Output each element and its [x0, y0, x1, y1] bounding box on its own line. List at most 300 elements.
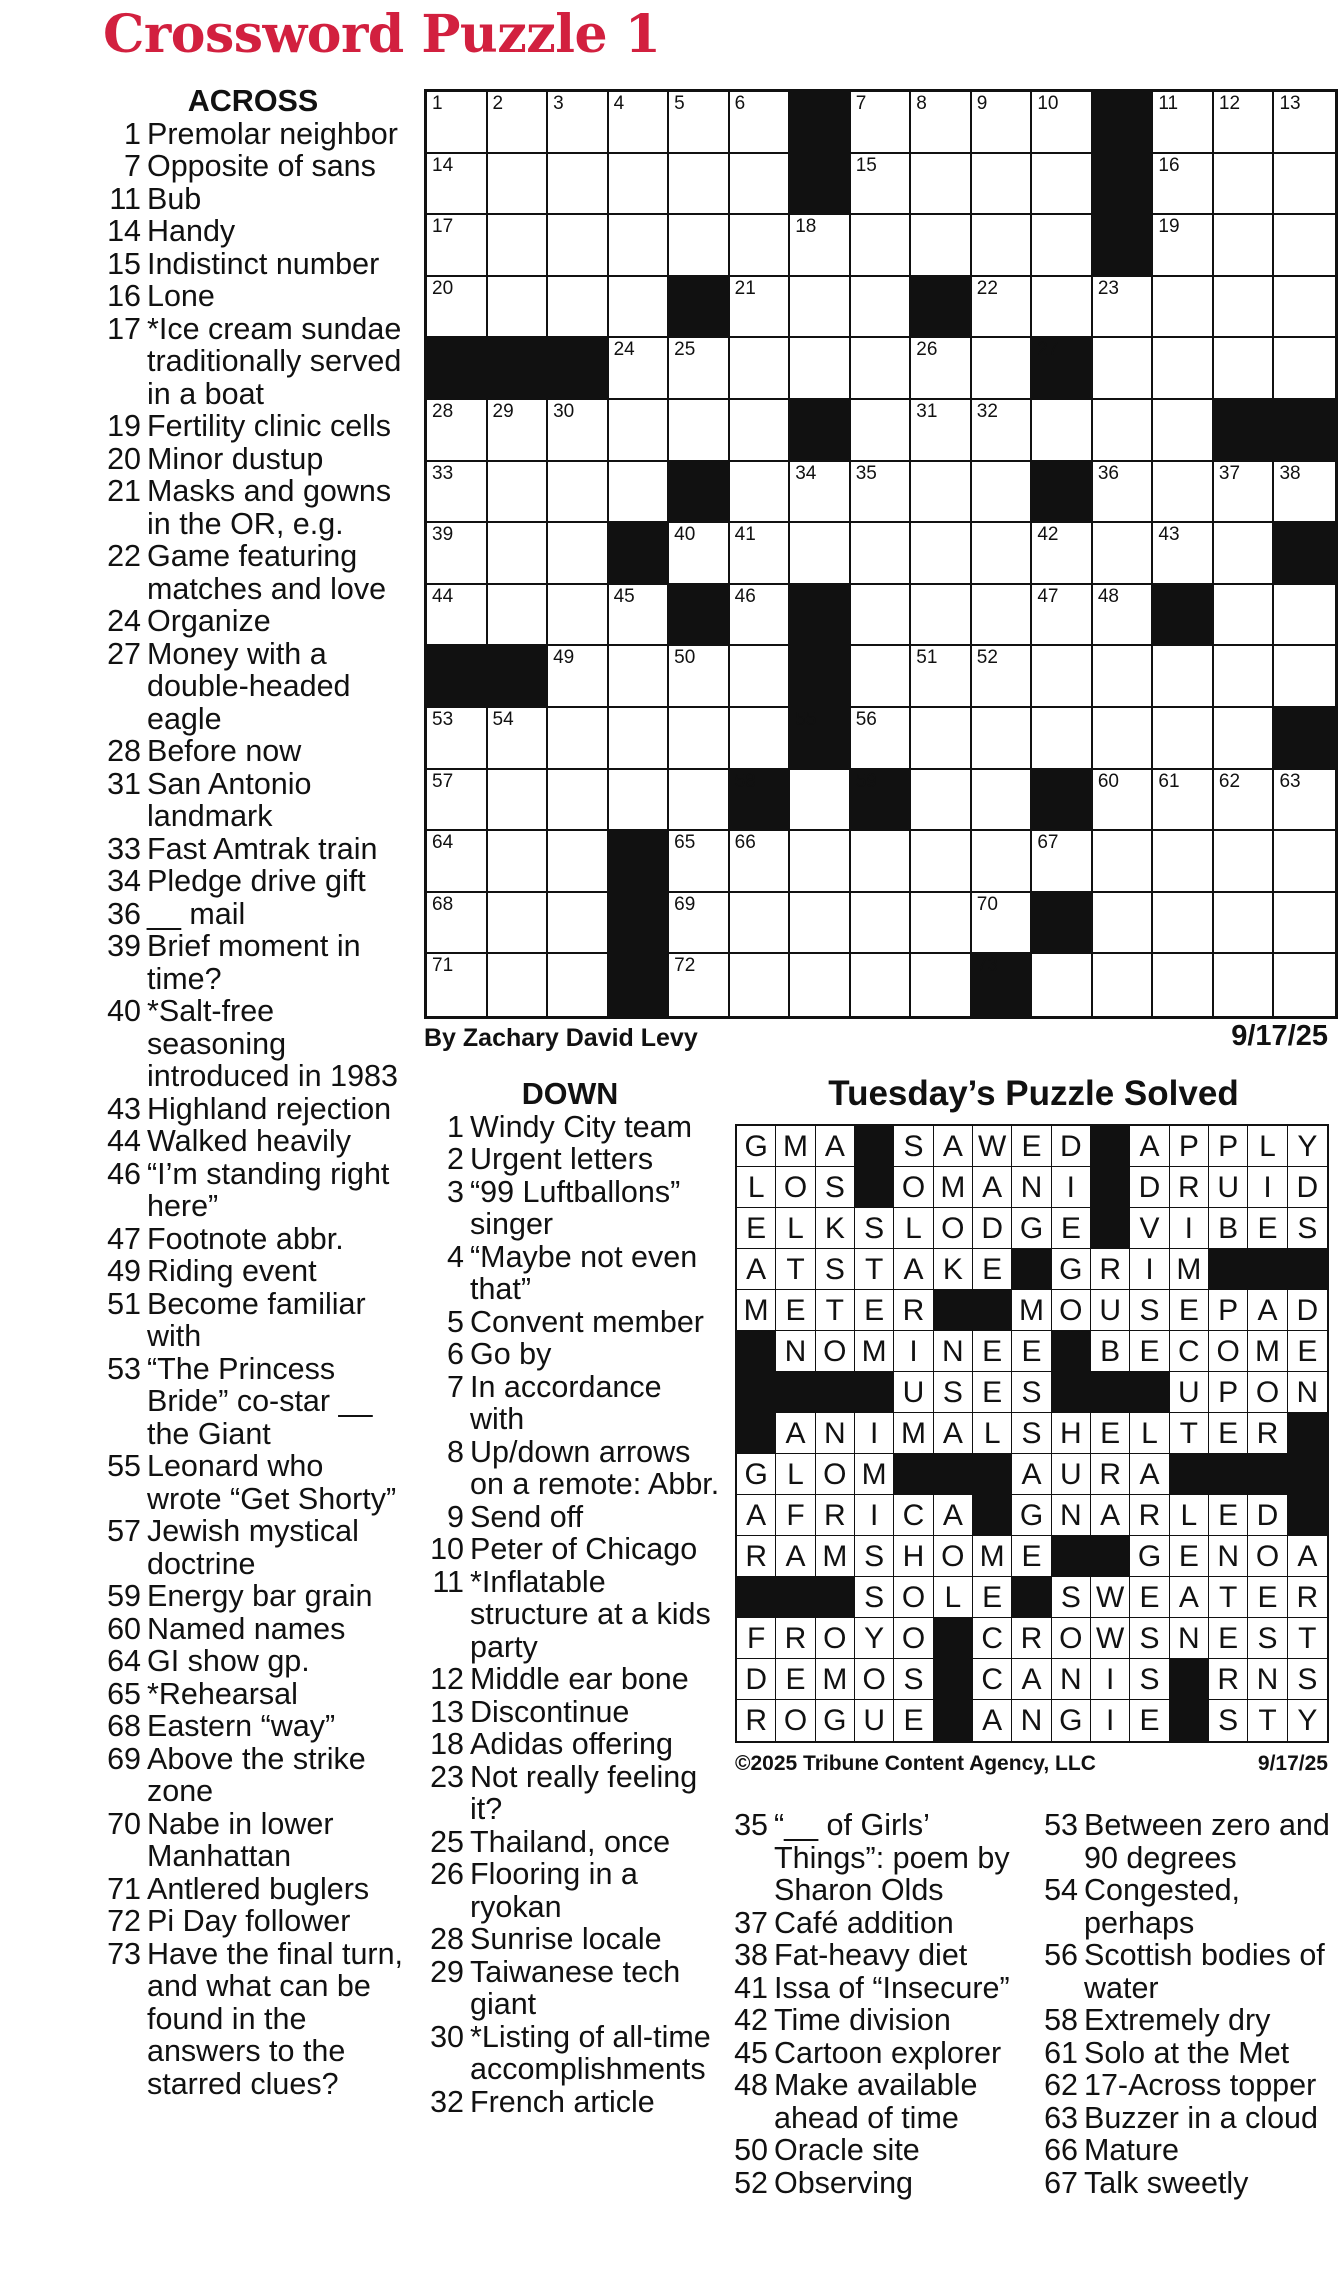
grid-cell[interactable]: [1032, 523, 1093, 585]
grid-cell[interactable]: [851, 92, 912, 154]
grid-cell[interactable]: [1153, 646, 1214, 708]
clue-number: 31: [107, 766, 141, 801]
grid-cell[interactable]: [548, 831, 609, 893]
grid-cell[interactable]: [1214, 215, 1275, 277]
clue-text: Lone: [147, 279, 215, 313]
cell-number: 15: [855, 154, 877, 176]
black-square: [1274, 400, 1335, 462]
grid-cell[interactable]: [972, 770, 1033, 832]
grid-cell[interactable]: [972, 277, 1033, 339]
grid-cell[interactable]: [488, 954, 549, 1016]
grid-cell[interactable]: [851, 215, 912, 277]
grid-cell[interactable]: [488, 462, 549, 524]
clue-number: 37: [734, 1905, 768, 1940]
grid-cell[interactable]: [972, 646, 1033, 708]
grid-cell[interactable]: [1214, 277, 1275, 339]
solved-letter: N: [1052, 1659, 1091, 1700]
grid-cell[interactable]: [548, 954, 609, 1016]
grid-cell[interactable]: [730, 338, 791, 400]
solved-letter: E: [1012, 1331, 1051, 1372]
grid-cell[interactable]: [1093, 400, 1154, 462]
cell-number: 4: [613, 93, 625, 114]
solved-letter: F: [737, 1618, 776, 1659]
grid-cell[interactable]: [1032, 154, 1093, 216]
grid-cell[interactable]: [427, 585, 488, 647]
solved-letter: T: [1170, 1413, 1209, 1454]
clue-number: 7: [124, 149, 141, 183]
clue-text: Buzzer in a cloud: [1084, 2100, 1318, 2135]
cell-number: 60: [1097, 770, 1119, 792]
cell-number: 21: [734, 277, 756, 299]
clue: [103, 280, 403, 313]
grid-cell[interactable]: [730, 831, 791, 893]
clue-number: 24: [107, 604, 141, 638]
grid-cell[interactable]: [972, 338, 1033, 400]
grid-cell[interactable]: [730, 523, 791, 585]
solved-letter: G: [1012, 1208, 1051, 1249]
solved-letter: H: [1052, 1413, 1091, 1454]
solved-letter: N: [1209, 1536, 1248, 1577]
clue-number: 59: [107, 1579, 141, 1613]
grid-cell[interactable]: [851, 277, 912, 339]
grid-cell[interactable]: [790, 954, 851, 1016]
solved-letter: F: [776, 1495, 815, 1536]
cell-number: 31: [916, 401, 938, 422]
clue-number: 19: [107, 409, 141, 443]
solved-letter: S: [1209, 1700, 1248, 1741]
grid-cell[interactable]: [1093, 954, 1154, 1016]
grid-cell[interactable]: [548, 646, 609, 708]
solved-letter: N: [776, 1331, 815, 1372]
solved-letter: I: [1248, 1167, 1287, 1208]
grid-cell[interactable]: [1214, 708, 1275, 770]
grid-cell[interactable]: [427, 462, 488, 524]
grid-cell[interactable]: [972, 831, 1033, 893]
grid-cell[interactable]: [427, 893, 488, 955]
solved-letter: G: [1052, 1249, 1091, 1290]
cell-number: 66: [734, 832, 756, 854]
grid-cell[interactable]: [1032, 585, 1093, 647]
clue: [103, 995, 403, 1093]
clue-number: 20: [107, 441, 141, 476]
grid-cell[interactable]: [488, 585, 549, 647]
grid-cell[interactable]: [548, 215, 609, 277]
grid-cell[interactable]: [1274, 831, 1335, 893]
grid-cell[interactable]: [730, 646, 791, 708]
grid-cell[interactable]: [548, 893, 609, 955]
black-square: [790, 708, 851, 770]
grid-cell[interactable]: [488, 277, 549, 339]
solved-letter: P: [1209, 1126, 1248, 1167]
solved-black-square: [973, 1290, 1012, 1331]
grid-cell[interactable]: [1274, 646, 1335, 708]
grid-cell[interactable]: [609, 277, 670, 339]
grid-cell[interactable]: [1093, 893, 1154, 955]
black-square: [1274, 523, 1335, 585]
clue: [420, 1436, 720, 1501]
grid-cell[interactable]: [972, 893, 1033, 955]
clue: [1040, 1939, 1340, 2004]
grid-cell[interactable]: [427, 770, 488, 832]
grid-cell[interactable]: [609, 400, 670, 462]
solved-letter: R: [1091, 1249, 1130, 1290]
solved-letter: G: [816, 1700, 855, 1741]
grid-cell[interactable]: [1214, 92, 1275, 154]
cell-number: 62: [1218, 770, 1241, 792]
solved-grid: [735, 1124, 1329, 1743]
grid-cell[interactable]: [1032, 708, 1093, 770]
solved-letter: T: [1288, 1618, 1327, 1659]
cell-number: 69: [674, 893, 696, 915]
clue-number: 26: [430, 1857, 464, 1891]
clue: [420, 1566, 720, 1664]
grid-cell[interactable]: [427, 523, 488, 585]
grid-cell[interactable]: [911, 92, 972, 154]
grid-cell[interactable]: [1214, 893, 1275, 955]
grid-cell[interactable]: [1214, 154, 1275, 216]
grid-cell[interactable]: [488, 215, 549, 277]
grid-cell[interactable]: [851, 954, 912, 1016]
grid-cell[interactable]: [911, 462, 972, 524]
black-square: [488, 646, 549, 708]
grid-cell[interactable]: [1032, 92, 1093, 154]
black-square: [1093, 92, 1154, 154]
grid-cell[interactable]: [911, 215, 972, 277]
grid-cell[interactable]: [972, 462, 1033, 524]
grid-cell[interactable]: [851, 400, 912, 462]
grid-cell[interactable]: [730, 708, 791, 770]
grid-cell[interactable]: [911, 585, 972, 647]
clue-number: 47: [107, 1221, 141, 1256]
clue: [1040, 2037, 1340, 2070]
grid-cell[interactable]: [609, 462, 670, 524]
clue-text: Middle ear bone: [470, 1662, 689, 1696]
clue-number: 29: [430, 1954, 464, 1989]
solved-letter: O: [934, 1536, 973, 1577]
solved-letter: C: [973, 1659, 1012, 1700]
grid-cell[interactable]: [1093, 462, 1154, 524]
grid-cell[interactable]: [548, 770, 609, 832]
grid-cell[interactable]: [972, 215, 1033, 277]
cell-number: 71: [432, 955, 454, 977]
grid-cell[interactable]: [609, 215, 670, 277]
solved-black-square: [1091, 1208, 1130, 1249]
grid-cell[interactable]: [730, 400, 791, 462]
solved-letter: A: [1012, 1454, 1051, 1495]
solved-letter: M: [1248, 1331, 1287, 1372]
grid-cell[interactable]: [911, 893, 972, 955]
solved-letter: E: [1209, 1413, 1248, 1454]
grid-cell[interactable]: [1274, 585, 1335, 647]
grid-cell[interactable]: [1032, 646, 1093, 708]
grid-cell[interactable]: [1214, 462, 1275, 524]
cell-number: 50: [674, 647, 696, 669]
grid-cell[interactable]: [1153, 92, 1214, 154]
grid-cell[interactable]: [488, 523, 549, 585]
solved-letter: L: [737, 1167, 776, 1208]
grid-cell[interactable]: [669, 831, 730, 893]
grid-cell[interactable]: [488, 708, 549, 770]
grid-cell[interactable]: [790, 277, 851, 339]
solved-black-square: [855, 1167, 894, 1208]
solved-letter: M: [816, 1536, 855, 1577]
solved-letter: V: [1130, 1208, 1169, 1249]
solved-black-square: [1130, 1372, 1169, 1413]
grid-cell[interactable]: [1153, 831, 1214, 893]
grid-cell[interactable]: [427, 708, 488, 770]
grid-cell[interactable]: [427, 831, 488, 893]
grid-cell[interactable]: [911, 770, 972, 832]
grid-cell[interactable]: [1274, 462, 1335, 524]
grid-cell[interactable]: [609, 708, 670, 770]
grid-cell[interactable]: [669, 708, 730, 770]
grid-cell[interactable]: [488, 400, 549, 462]
grid-cell[interactable]: [1093, 523, 1154, 585]
clue: [1040, 2102, 1340, 2135]
grid-cell[interactable]: [1153, 462, 1214, 524]
grid-cell[interactable]: [851, 708, 912, 770]
grid-cell[interactable]: [1153, 708, 1214, 770]
solved-letter: S: [1130, 1290, 1169, 1331]
grid-cell[interactable]: [851, 154, 912, 216]
clue: [103, 443, 403, 476]
grid-cell[interactable]: [851, 338, 912, 400]
grid-cell[interactable]: [851, 831, 912, 893]
grid-cell[interactable]: [669, 154, 730, 216]
clue-number: 32: [430, 2084, 464, 2119]
grid-cell[interactable]: [730, 92, 791, 154]
clue-text: Adidas offering: [470, 1727, 673, 1761]
grid-cell[interactable]: [427, 277, 488, 339]
grid-cell[interactable]: [609, 92, 670, 154]
grid-cell[interactable]: [548, 462, 609, 524]
grid-cell[interactable]: [1093, 338, 1154, 400]
grid-cell[interactable]: [548, 585, 609, 647]
grid-cell[interactable]: [1214, 338, 1275, 400]
grid-cell[interactable]: [1214, 585, 1275, 647]
cell-number: 35: [855, 462, 877, 484]
grid-cell[interactable]: [730, 154, 791, 216]
clue-text: Go by: [470, 1337, 552, 1371]
grid-cell[interactable]: [911, 338, 972, 400]
solved-letter: Y: [1288, 1700, 1327, 1741]
solved-letter: D: [1288, 1167, 1327, 1208]
grid-cell[interactable]: [669, 770, 730, 832]
solved-letter: N: [1012, 1167, 1051, 1208]
grid-cell[interactable]: [790, 831, 851, 893]
grid-cell[interactable]: [609, 646, 670, 708]
clue-text: “__ of Girls’ Things”: poem by Sharon Olds: [774, 1808, 1010, 1907]
grid-cell[interactable]: [1274, 338, 1335, 400]
grid-cell[interactable]: [911, 154, 972, 216]
grid-cell[interactable]: [790, 893, 851, 955]
grid-cell[interactable]: [972, 585, 1033, 647]
solved-black-square: [1288, 1495, 1327, 1536]
grid-cell[interactable]: [427, 215, 488, 277]
grid-cell[interactable]: [851, 646, 912, 708]
clue-number: 22: [107, 539, 141, 573]
grid-cell[interactable]: [669, 400, 730, 462]
grid-cell[interactable]: [1214, 523, 1275, 585]
grid-cell[interactable]: [730, 585, 791, 647]
grid-cell[interactable]: [790, 523, 851, 585]
clue-number: 34: [107, 864, 141, 898]
grid-cell[interactable]: [851, 893, 912, 955]
grid-cell[interactable]: [669, 215, 730, 277]
grid-cell[interactable]: [1093, 831, 1154, 893]
grid-cell[interactable]: [790, 338, 851, 400]
grid-cell[interactable]: [1093, 277, 1154, 339]
grid-cell[interactable]: [548, 154, 609, 216]
grid-cell[interactable]: [1032, 831, 1093, 893]
grid-cell[interactable]: [730, 215, 791, 277]
grid-cell[interactable]: [1153, 215, 1214, 277]
grid-cell[interactable]: [972, 523, 1033, 585]
clue-number: 42: [734, 2003, 768, 2037]
grid-cell[interactable]: [911, 400, 972, 462]
grid-cell[interactable]: [911, 708, 972, 770]
grid-cell[interactable]: [427, 954, 488, 1016]
grid-cell[interactable]: [669, 893, 730, 955]
puzzle-date: 9/17/25: [1231, 1020, 1328, 1052]
grid-cell[interactable]: [669, 646, 730, 708]
black-square: [669, 585, 730, 647]
solved-letter: W: [1091, 1618, 1130, 1659]
grid-cell[interactable]: [730, 462, 791, 524]
grid-cell[interactable]: [972, 92, 1033, 154]
clue-number: 55: [107, 1449, 141, 1483]
grid-cell[interactable]: [548, 708, 609, 770]
grid-cell[interactable]: [1093, 708, 1154, 770]
grid-cell[interactable]: [1032, 400, 1093, 462]
grid-cell[interactable]: [609, 770, 670, 832]
grid-cell[interactable]: [1214, 646, 1275, 708]
grid-cell[interactable]: [1274, 893, 1335, 955]
grid-cell[interactable]: [911, 954, 972, 1016]
grid-cell[interactable]: [1214, 770, 1275, 832]
grid-cell[interactable]: [669, 338, 730, 400]
grid-cell[interactable]: [488, 831, 549, 893]
grid-cell[interactable]: [427, 154, 488, 216]
grid-cell[interactable]: [1153, 277, 1214, 339]
grid-cell[interactable]: [488, 154, 549, 216]
grid-cell[interactable]: [1274, 277, 1335, 339]
grid-cell[interactable]: [1153, 338, 1214, 400]
black-square: [609, 954, 670, 1016]
cell-number: 10: [1037, 93, 1059, 114]
solved-letter: R: [1012, 1618, 1051, 1659]
solved-letter: O: [894, 1577, 933, 1618]
cell-number: 65: [674, 832, 696, 854]
grid-cell[interactable]: [548, 92, 609, 154]
grid-cell[interactable]: [1153, 523, 1214, 585]
solved-black-square: [737, 1372, 776, 1413]
grid-cell[interactable]: [669, 523, 730, 585]
solved-letter: E: [894, 1700, 933, 1741]
grid-cell[interactable]: [1153, 154, 1214, 216]
black-square: [669, 462, 730, 524]
grid-cell[interactable]: [851, 523, 912, 585]
grid-cell[interactable]: [1153, 954, 1214, 1016]
clue-number: 17: [107, 311, 141, 346]
grid-cell[interactable]: [790, 770, 851, 832]
grid-cell[interactable]: [1153, 400, 1214, 462]
grid-cell[interactable]: [609, 154, 670, 216]
grid-cell[interactable]: [548, 277, 609, 339]
clue: [103, 1743, 403, 1808]
cell-number: 32: [976, 401, 998, 422]
grid-cell[interactable]: [488, 92, 549, 154]
solved-letter: E: [1012, 1126, 1051, 1167]
grid-cell[interactable]: [427, 400, 488, 462]
grid-cell[interactable]: [488, 770, 549, 832]
grid-cell[interactable]: [1214, 831, 1275, 893]
clue: [420, 1696, 720, 1729]
grid-cell[interactable]: [669, 954, 730, 1016]
grid-cell[interactable]: [488, 893, 549, 955]
solved-black-square: [855, 1372, 894, 1413]
solved-letter: T: [1209, 1577, 1248, 1618]
grid-cell[interactable]: [1093, 585, 1154, 647]
grid-cell[interactable]: [1274, 215, 1335, 277]
clue-text: Named names: [147, 1611, 346, 1646]
grid-cell[interactable]: [851, 462, 912, 524]
black-square: [609, 523, 670, 585]
grid-cell[interactable]: [548, 400, 609, 462]
grid-cell[interactable]: [1274, 154, 1335, 216]
clue-text: “Maybe not even that”: [470, 1239, 698, 1306]
grid-cell[interactable]: [1214, 954, 1275, 1016]
grid-cell[interactable]: [669, 92, 730, 154]
grid-cell[interactable]: [1032, 277, 1093, 339]
solved-black-square: [776, 1372, 815, 1413]
grid-cell[interactable]: [911, 831, 972, 893]
grid-cell[interactable]: [730, 893, 791, 955]
solved-letter: D: [1248, 1495, 1287, 1536]
grid-cell[interactable]: [1032, 954, 1093, 1016]
solved-black-square: [1052, 1331, 1091, 1372]
grid-cell[interactable]: [1153, 770, 1214, 832]
grid-cell[interactable]: [790, 215, 851, 277]
grid-cell[interactable]: [1032, 215, 1093, 277]
grid-cell[interactable]: [427, 92, 488, 154]
clue-number: 61: [1044, 2035, 1078, 2070]
cell-number: 51: [916, 647, 938, 669]
grid-cell[interactable]: [1093, 646, 1154, 708]
grid-cell[interactable]: [609, 338, 670, 400]
grid-cell[interactable]: [1153, 893, 1214, 955]
grid-cell[interactable]: [972, 154, 1033, 216]
grid-cell[interactable]: [911, 646, 972, 708]
cell-number: 14: [432, 154, 454, 176]
grid-cell[interactable]: [1093, 770, 1154, 832]
solved-letter: L: [1170, 1495, 1209, 1536]
grid-cell[interactable]: [730, 954, 791, 1016]
grid-cell[interactable]: [972, 708, 1033, 770]
grid-cell[interactable]: [609, 585, 670, 647]
grid-cell[interactable]: [730, 277, 791, 339]
solved-letter: C: [973, 1618, 1012, 1659]
grid-cell[interactable]: [548, 523, 609, 585]
grid-cell[interactable]: [1274, 92, 1335, 154]
grid-cell[interactable]: [790, 462, 851, 524]
grid-cell[interactable]: [972, 400, 1033, 462]
grid-cell[interactable]: [1274, 954, 1335, 1016]
clue: [730, 1972, 1040, 2005]
grid-cell[interactable]: [851, 585, 912, 647]
grid-cell[interactable]: [911, 523, 972, 585]
grid-cell[interactable]: [1274, 770, 1335, 832]
